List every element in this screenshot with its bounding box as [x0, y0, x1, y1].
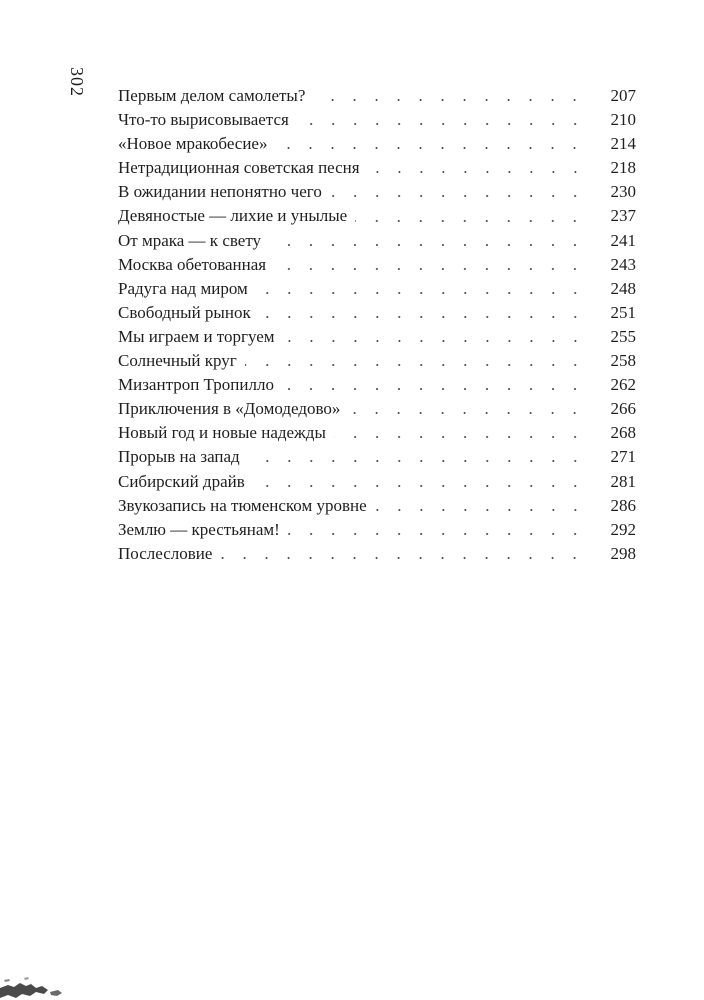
toc-entry	[118, 470, 636, 494]
toc-entry-page: 271	[610, 447, 636, 467]
toc-entry-title: Первым делом самолеты?	[118, 86, 306, 105]
dot-leader	[348, 412, 586, 414]
toc-entry-title: Свободный рынок	[118, 302, 251, 322]
toc-entry-page: 286	[610, 495, 636, 515]
toc-entry	[118, 132, 636, 156]
page-number-text: 302	[67, 67, 87, 97]
toc-entry	[118, 108, 636, 132]
toc-entry-title: Москва обетованная	[118, 254, 267, 274]
toc-entry-page: 251	[610, 302, 636, 322]
toc-entry-page: 248	[610, 278, 636, 298]
toc-entry-page: 292	[610, 519, 636, 539]
toc-entry-title: Прорыв на запад	[118, 447, 240, 467]
toc-entry-page: 298	[610, 543, 636, 563]
toc-entry-title: От мрака — к свету	[118, 230, 262, 250]
dot-leader	[355, 220, 586, 222]
dot-leader	[313, 99, 586, 101]
toc-entry	[118, 156, 636, 180]
toc-entry	[118, 325, 636, 349]
scan-smudge	[0, 968, 80, 1000]
toc-entry-page: 281	[610, 471, 636, 491]
dot-leader	[220, 557, 586, 559]
dot-leader	[288, 533, 586, 535]
dot-leader	[269, 244, 586, 246]
toc-entry-page: 266	[610, 399, 636, 419]
dot-leader	[297, 123, 586, 125]
toc-entry	[118, 253, 636, 277]
page-number	[66, 61, 88, 103]
toc-entry-page: 241	[610, 230, 636, 250]
toc-entry	[118, 301, 636, 325]
toc-entry-title: Сибирский драйв	[118, 471, 245, 491]
toc-entry-title: Мизантроп Тропилло	[118, 375, 274, 395]
toc-entry	[118, 445, 636, 469]
toc-entry-title: Радуга над миром	[118, 278, 248, 298]
toc-entry-page: 258	[610, 351, 636, 371]
dot-leader	[334, 436, 586, 438]
dot-leader	[248, 460, 586, 462]
toc-entry-page: 214	[610, 134, 636, 154]
dot-leader	[275, 147, 586, 149]
toc-entry-title: Что-то вырисовывается	[118, 110, 289, 130]
toc-entry-title: Послесловие	[118, 543, 213, 563]
toc-entry	[118, 373, 636, 397]
toc-entry-title: Новый год и новые надежды	[118, 423, 326, 443]
toc-entry	[118, 349, 636, 373]
toc-entry-title: Землю — крестьянам!	[118, 519, 280, 539]
toc-entry	[118, 397, 636, 421]
toc-entry-page: 237	[610, 206, 636, 226]
dot-leader	[259, 316, 586, 318]
toc-entry-page: 243	[610, 254, 636, 274]
toc-entry	[118, 84, 636, 108]
dot-leader	[256, 292, 586, 294]
toc-entry-title: «Новое мракобесие»	[118, 134, 268, 154]
toc-entry	[118, 277, 636, 301]
dot-leader	[245, 364, 586, 366]
toc-entry	[118, 229, 636, 253]
table-of-contents	[118, 84, 636, 566]
toc-entry-page: 262	[610, 375, 636, 395]
dot-leader	[253, 485, 586, 487]
toc-entry-page: 268	[610, 423, 636, 443]
toc-entry-title: Девяностые — лихие и унылые	[118, 206, 348, 226]
toc-entry	[118, 494, 636, 518]
toc-entry	[118, 421, 636, 445]
toc-entry-page: 207	[610, 86, 636, 105]
toc-entry-page: 230	[610, 182, 636, 202]
toc-entry-title: Приключения в «Домодедово»	[118, 399, 341, 419]
toc-entry-title: Солнечный круг	[118, 351, 237, 371]
dot-leader	[330, 195, 586, 197]
toc-entry	[118, 542, 636, 566]
toc-entry-title: Звукозапись на тюменском уровне	[118, 495, 367, 515]
toc-entry-title: Нетрадиционная советская песня	[118, 158, 360, 178]
toc-entry	[118, 204, 636, 228]
dot-leader	[283, 340, 586, 342]
toc-entry-page: 255	[610, 326, 636, 346]
dot-leader	[282, 388, 586, 390]
toc-entry-page: 210	[610, 110, 636, 130]
dot-leader	[368, 171, 586, 173]
toc-entry-page: 218	[610, 158, 636, 178]
toc-entry	[118, 180, 636, 204]
dot-leader	[375, 509, 586, 511]
toc-entry	[118, 518, 636, 542]
toc-entry-title: Мы играем и торгуем	[118, 326, 275, 346]
dot-leader	[274, 268, 586, 270]
toc-entry-title: В ожидании непонятно чего	[118, 182, 322, 202]
